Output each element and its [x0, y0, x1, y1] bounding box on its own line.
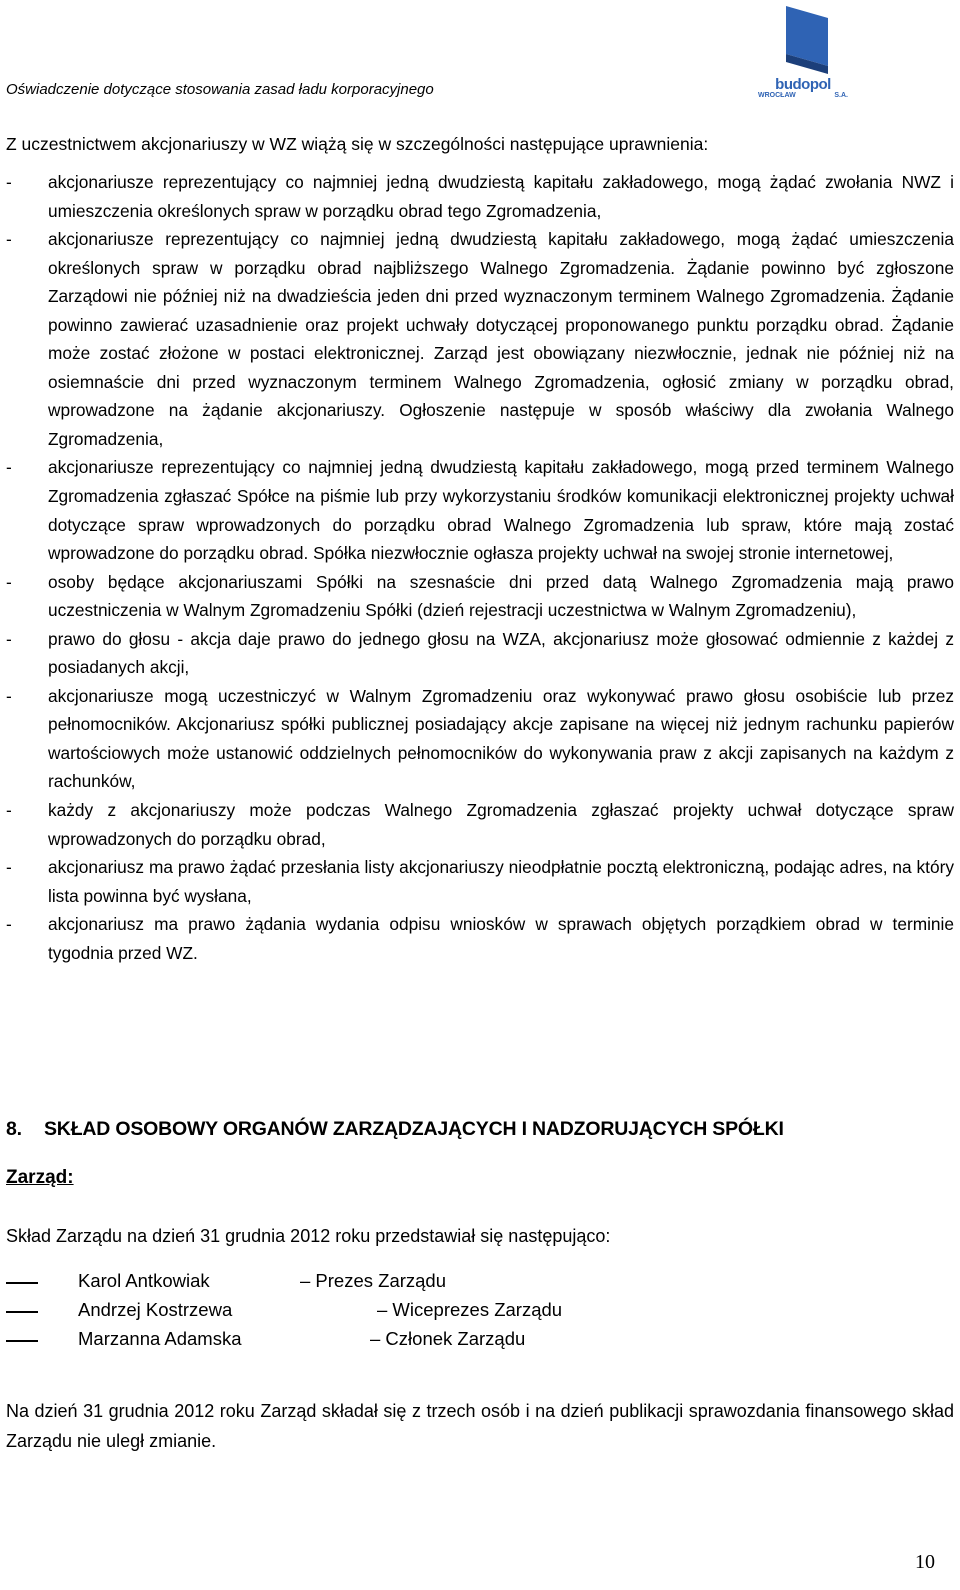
- closing-paragraph: Na dzień 31 grudnia 2012 roku Zarząd składał się z trzech osób i na dzień publikacji sprawozdania finansowego skład Zarządu nie uległ zmianie.: [6, 1401, 954, 1451]
- section-heading: [6, 1118, 784, 1141]
- list-item-text: akcjonariusze reprezentujący co najmniej jedną dwudziestą kapitału zakładowego, mogą żądać umieszczenia określonych spraw w porządku obrad najbliższego Walnego Zgromadzenia. Żądanie powinno być zgłoszone Zarządowi nie później niż na dwadzieścia jeden dni przed wyznaczonym terminem Walnego Zgromadzenia. Żądanie powinno zawierać uzasadnienie oraz projekt uchwały dotyczącej proponowanego punktu porządku obrad. Żądanie może zostać złożone w postaci elektronicznej. Zarząd jest obowiązany niezwłocznie, jednak nie później niż na osiemnaście dni przed wyznaczonym terminem Walnego Zgromadzenia, ogłosić zmiany w porządku obrad, wprowadzone na żądanie akcjonariuszy. Ogłoszenie następuje w sposób właściwy dla zwołania Walnego Zgromadzenia,: [48, 229, 954, 449]
- composition-intro: Skład Zarządu na dzień 31 grudnia 2012 roku przedstawiał się następująco:: [6, 1226, 611, 1246]
- list-item-text: prawo do głosu - akcja daje prawo do jednego głosu na WZA, akcjonariusz może głosować odmiennie z każdej z posiadanych akcji,: [48, 628, 954, 678]
- board-member-role: – Członek Zarządu: [370, 1328, 526, 1349]
- board-member-role: – Prezes Zarządu: [300, 1270, 447, 1291]
- board-member-name: Andrzej Kostrzewa: [78, 1299, 233, 1320]
- section-title: SKŁAD OSOBOWY ORGANÓW ZARZĄDZAJĄCYCH I NADZORUJĄCYCH SPÓŁKI: [44, 1118, 784, 1140]
- dash-bullet: [6, 1311, 38, 1313]
- list-item-text: akcjonariusze reprezentujący co najmniej jedną dwudziestą kapitału zakładowego, mogą żądać zwołania NWZ i umieszczenia określonych spraw w porządku obrad tego Zgromadzenia,: [48, 172, 954, 221]
- list-item: - akcjonariusze mogą uczestniczyć w Walnym Zgromadzeniu oraz wykonywać prawo głosu osobiście lub przez pełnomocników. Akcjonariusz spółki publicznej posiadający akcje zapisane na więcej niż jednym rachunku papierów wartościowych może ustanowić oddzielnych pełnomocników do wykonywania praw z akcji zapisanych na każdym z rachunków,: [6, 685, 954, 792]
- list-item-text: akcjonariusz ma prawo żądania wydania odpisu wniosków w sprawach objętych porządkiem obrad w terminie tygodnia przed WZ.: [48, 914, 954, 963]
- list-item: - akcjonariusz ma prawo żądać przesłania listy akcjonariuszy nieodpłatnie pocztą elektroniczną, podając adres, na który lista powinna być wysłana,: [6, 857, 954, 906]
- list-item: - każdy z akcjonariuszy może podczas Walnego Zgromadzenia zgłaszać projekty uchwał dotyczące spraw wprowadzonych do porządku obrad,: [6, 800, 954, 849]
- management-board-heading: Zarząd:: [6, 1167, 74, 1188]
- logo-city: WROCŁAW: [758, 92, 796, 99]
- board-member-role: – Wiceprezes Zarządu: [377, 1299, 563, 1320]
- list-item: - prawo do głosu - akcja daje prawo do jednego głosu na WZA, akcjonariusz może głosować odmiennie z każdej z posiadanych akcji,: [6, 628, 954, 678]
- page-number: 10: [915, 1551, 935, 1573]
- list-item-text: akcjonariusz ma prawo żądać przesłania listy akcjonariuszy nieodpłatnie pocztą elektroniczną, podając adres, na który lista powinna być wysłana,: [48, 857, 954, 906]
- board-member-row: [0, 1328, 960, 1352]
- board-member-row: [0, 1270, 960, 1294]
- list-item-text: akcjonariusze reprezentujący co najmniej jedną dwudziestą kapitału zakładowego, mogą przed terminem Walnego Zgromadzenia zgłaszać Spółce na piśmie lub przy wykorzystaniu środków komunikacji elektronicznej projekty uchwał dotyczące spraw wprowadzonych do porządku obrad Walnego Zgromadzenia lub spraw, które mają zostać wprowadzone do porządku obrad. Spółka niezwłocznie ogłasza projekty uchwał na swojej stronie internetowej,: [48, 457, 954, 564]
- list-item-text: każdy z akcjonariuszy może podczas Walnego Zgromadzenia zgłaszać projekty uchwał dotyczące spraw wprowadzonych do porządku obrad,: [48, 800, 954, 849]
- dash-bullet: [6, 1282, 38, 1284]
- board-member-row: [0, 1299, 960, 1323]
- rights-list: [6, 168, 954, 967]
- board-member-name: Marzanna Adamska: [78, 1328, 242, 1349]
- document-header-title: Oświadczenie dotyczące stosowania zasad ładu korporacyjnego: [6, 81, 434, 98]
- list-item: - akcjonariusze reprezentujący co najmniej jedną dwudziestą kapitału zakładowego, mogą żądać zwołania NWZ i umieszczenia określonych spraw w porządku obrad tego Zgromadzenia,: [6, 172, 954, 221]
- logo-brand-text: budopol: [775, 76, 831, 93]
- list-item: - akcjonariusz ma prawo żądania wydania odpisu wniosków w sprawach objętych porządkiem obrad w terminie tygodnia przed WZ.: [6, 914, 954, 963]
- list-item-text: osoby będące akcjonariuszami Spółki na szesnaście dni przed datą Walnego Zgromadzenia mają prawo uczestniczenia w Walnym Zgromadzeniu Spółki (dzień rejestracji uczestnictwa w Walnym Zgromadzeniu),: [48, 571, 954, 621]
- board-member-name: Karol Antkowiak: [78, 1270, 210, 1291]
- list-item: - akcjonariusze reprezentujący co najmniej jedną dwudziestą kapitału zakładowego, mogą przed terminem Walnego Zgromadzenia zgłaszać Spółce na piśmie lub przy wykorzystaniu środków komunikacji elektronicznej projekty uchwał dotyczące spraw wprowadzonych do porządku obrad Walnego Zgromadzenia lub spraw, które mają zostać wprowadzone do porządku obrad. Spółka niezwłocznie ogłasza projekty uchwał na swojej stronie internetowej,: [6, 457, 954, 564]
- section-number: 8.: [6, 1118, 22, 1140]
- logo-subtext: [758, 92, 848, 99]
- rights-intro: Z uczestnictwem akcjonariuszy w WZ wiążą się w szczególności następujące uprawnienia:: [6, 134, 709, 154]
- list-item: - akcjonariusze reprezentujący co najmniej jedną dwudziestą kapitału zakładowego, mogą żądać umieszczenia określonych spraw w porządku obrad najbliższego Walnego Zgromadzenia. Żądanie powinno być zgłoszone Zarządowi nie później niż na dwadzieścia jeden dni przed wyznaczonym terminem Walnego Zgromadzenia. Żądanie powinno zawierać uzasadnienie oraz projekt uchwały dotyczącej proponowanego punktu porządku obrad. Żądanie może zostać złożone w postaci elektronicznej. Zarząd jest obowiązany niezwłocznie, jednak nie później niż na osiemnaście dni przed wyznaczonym terminem Walnego Zgromadzenia, ogłosić zmiany w porządku obrad, wprowadzone na żądanie akcjonariuszy. Ogłoszenie następuje w sposób właściwy dla zwołania Walnego Zgromadzenia,: [6, 229, 954, 449]
- logo-suffix: S.A.: [834, 92, 848, 99]
- list-item-text: akcjonariusze mogą uczestniczyć w Walnym Zgromadzeniu oraz wykonywać prawo głosu osobiście lub przez pełnomocników. Akcjonariusz spółki publicznej posiadający akcje zapisane na więcej niż jednym rachunku papierów wartościowych może ustanowić oddzielnych pełnomocników do wykonywania praw z akcji zapisanych na każdym z rachunków,: [48, 685, 954, 792]
- dash-bullet: [6, 1340, 38, 1342]
- list-item: - osoby będące akcjonariuszami Spółki na szesnaście dni przed datą Walnego Zgromadzenia mają prawo uczestniczenia w Walnym Zgromadzeniu Spółki (dzień rejestracji uczestnictwa w Walnym Zgromadzeniu),: [6, 571, 954, 621]
